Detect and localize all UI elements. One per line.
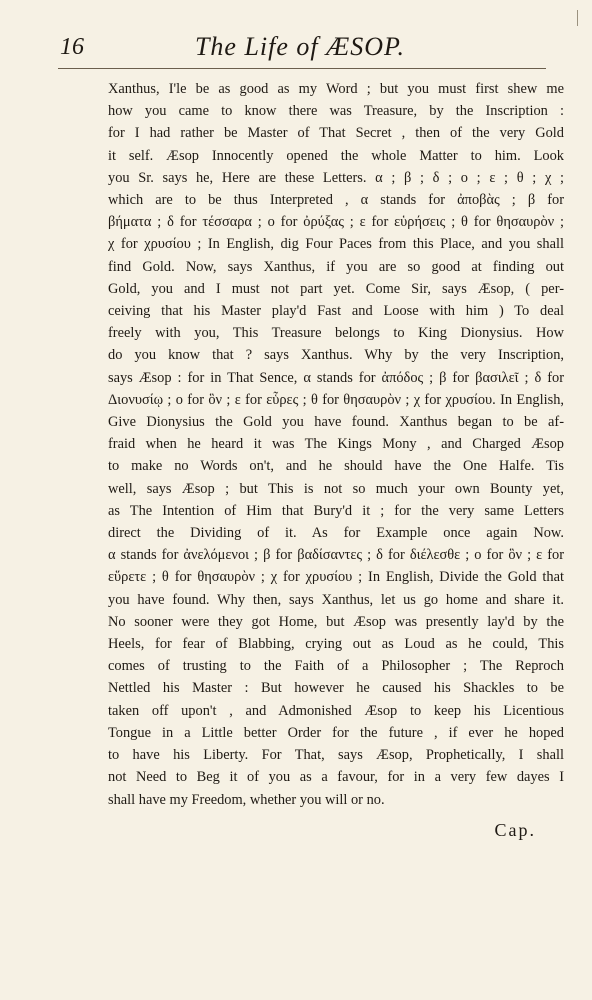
text-line: comes of trusting to the Faith of a Philosopher ; The Reproch: [108, 658, 564, 675]
text-line: Gold, you and I must not part yet. Come Sir, says Æsop, ( per-: [108, 280, 564, 297]
page-header: [60, 30, 540, 64]
text-line: direct the Dividing of it. As for Example once again Now.: [108, 525, 564, 542]
text-line: find Gold. Now, says Xanthus, if you are so good at finding out: [108, 258, 564, 275]
text-line: No sooner were they got Home, but Æsop was presently lay'd by the: [108, 613, 564, 630]
text-line: taken off upon't , and Admonished Æsop to keep his Licentious: [108, 702, 564, 719]
text-line: α stands for ἀνελόμενοι ; β for βαδίσαντες ; δ for διέλεσθε ; ο for ὃν ; ε for: [108, 547, 564, 564]
text-line: Xanthus, I'le be as good as my Word ; but you must first shew me: [108, 81, 564, 97]
running-title: The Life of ÆSOP.: [194, 32, 406, 61]
header-rule: [58, 68, 546, 69]
text-line: Nettled his Master : But however he caused his Shackles to be: [108, 680, 564, 697]
text-line: well, says Æsop ; but This is not so much your own Bounty yet,: [108, 480, 564, 497]
catchword: Cap.: [494, 820, 536, 840]
page-number: 16: [60, 34, 84, 60]
text-line: you Sr. says he, Here are these Letters. α ; β ; δ ; ο ; ε ; θ ; χ ;: [108, 169, 564, 186]
text-line: βήματα ; δ for τέσσαρα ; ο for ὀρύξας ; ε for εὑρήσεις ; θ for θησαυρὸν ;: [108, 214, 564, 231]
text-line: for I had rather be Master of That Secret , then of the very Gold: [108, 125, 564, 142]
text-line: not Need to Beg it of you as a favour, for in a very few dayes I: [108, 769, 564, 786]
gutter-mark: [577, 10, 578, 26]
text-line: Give Dionysius the Gold you have found. Xanthus began to be af-: [108, 414, 564, 431]
text-line: to make no Words on't, and he should have the One Halfe. Tis: [108, 458, 564, 475]
text-line: it self. Æsop Innocently opened the whole Matter to him. Look: [108, 147, 564, 164]
text-line: which are to be thus Interpreted , α stands for ἀποβὰς ; β for: [108, 192, 564, 209]
text-line: εὕρετε ; θ for θησαυρὸν ; χ for χρυσίου ; In English, Divide the Gold that: [108, 569, 564, 586]
text-line: Tongue in a Little better Order for the future , if ever he hoped: [108, 724, 564, 741]
text-line: Διονυσίῳ ; ο for ὃν ; ε for εὗρες ; θ for θησαυρὸν ; χ for χρυσίου. In English,: [108, 391, 564, 408]
text-line: ceiving that his Master play'd Fast and Loose with him ) To deal: [108, 303, 564, 320]
text-line: says Æsop : for in That Sence, α stands for ἀπόδος ; β for βασιλεῖ ; δ for: [108, 369, 564, 386]
text-line: shall have my Freedom, whether you will or no.: [108, 791, 385, 808]
text-line: χ for χρυσίου ; In English, dig Four Paces from this Place, and you shall: [108, 236, 564, 253]
text-line: how you came to know there was Treasure, by the Inscription :: [108, 103, 564, 120]
text-line: do you know that ? says Xanthus. Why by the very Inscription,: [108, 347, 564, 364]
text-line: fraid when he heard it was The Kings Mony , and Charged Æsop: [108, 436, 564, 453]
text-line: as The Intention of Him that Bury'd it ; for the very same Letters: [108, 502, 564, 519]
text-line: freely with you, This Treasure belongs to King Dionysius. How: [108, 325, 564, 342]
body-text: [108, 78, 564, 811]
text-line: to have his Liberty. For That, says Æsop, Prophetically, I shall: [108, 747, 564, 764]
text-line: Heels, for fear of Blabbing, crying out as Loud as he could, This: [108, 636, 564, 653]
text-line: you have found. Why then, says Xanthus, let us go home and share it.: [108, 591, 564, 608]
